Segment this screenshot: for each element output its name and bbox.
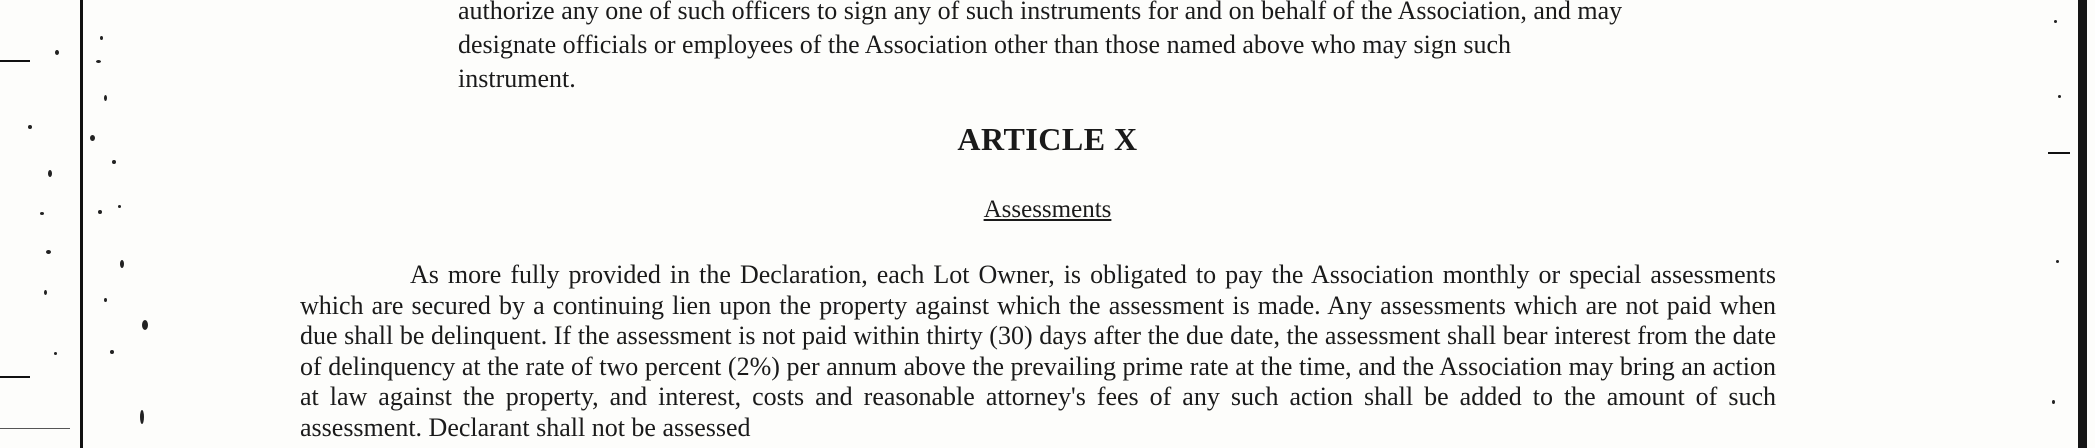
- paragraph-line: authorize any one of such officers to sign any of such instruments for and on behalf of the Association, and may: [458, 0, 1623, 25]
- paragraph-line: designate officials or employees of the Association other than those named above who may sign such: [458, 30, 1511, 59]
- continued-paragraph: [458, 0, 1776, 96]
- scan-speck: [96, 60, 101, 63]
- scan-speck: [140, 410, 144, 424]
- scan-speck: [44, 290, 47, 295]
- scan-speck: [48, 170, 52, 177]
- margin-dash: [0, 376, 30, 378]
- paragraph-line: instrument.: [458, 64, 576, 93]
- scan-speck: [54, 352, 57, 355]
- scan-speck: [104, 298, 107, 302]
- binding-edge: [2078, 0, 2087, 448]
- right-edge-scan-artifacts: [2048, 0, 2095, 448]
- scan-speck: [2056, 260, 2059, 263]
- scan-speck: [2058, 95, 2061, 98]
- scan-speck: [55, 50, 59, 55]
- margin-rule-line: [80, 0, 83, 448]
- scan-speck: [104, 95, 107, 101]
- scan-speck: [2054, 20, 2057, 23]
- margin-dash: [0, 60, 30, 62]
- scan-speck: [110, 350, 114, 354]
- scan-speck: [112, 160, 116, 164]
- margin-dash: [0, 428, 70, 429]
- article-heading: ARTICLE X: [957, 121, 1138, 157]
- scan-speck: [120, 260, 124, 268]
- article-subheading: Assessments: [983, 196, 1112, 223]
- scan-speck: [142, 320, 148, 330]
- scan-speck: [2052, 400, 2055, 404]
- assessments-paragraph: As more fully provided in the Declaration, each Lot Owner, is obligated to pay the Association monthly or special assessments which are secured by a continuing lien upon the property against which the assessment is made. Any assessments which are not paid when due shall be delinquent. If the assessment is not paid within thirty (30) days after the due date, the assessment shall bear interest from the date of delinquency at the rate of two percent (2%) per annum above the prevailing prime rate at the time, and the Association may bring an action at law against the property, and interest, costs and reasonable attorney's fees of any such action shall be added to the amount of such assessment. Declarant shall not be assessed: [300, 260, 1776, 442]
- scan-speck: [100, 36, 103, 40]
- scan-speck: [46, 250, 51, 254]
- left-margin-scan-artifacts: [0, 0, 150, 448]
